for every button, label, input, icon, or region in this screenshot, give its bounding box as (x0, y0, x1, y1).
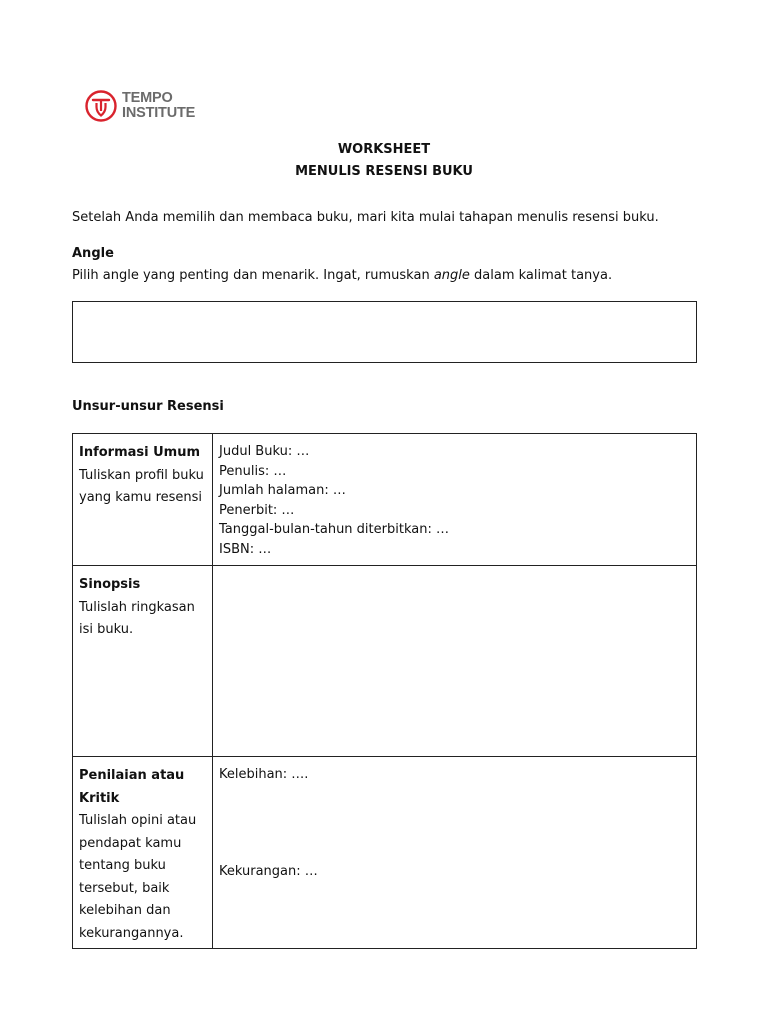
informasi-umum-description: Tuliskan profil buku yang kamu resensi (79, 467, 204, 505)
logo-line-1: TEMPO (122, 90, 173, 106)
kelebihan-space (219, 785, 690, 862)
logo-wordmark (122, 91, 195, 121)
table-row-informasi-umum (73, 434, 697, 566)
field-isbn: ISBN: … (219, 541, 272, 557)
field-penerbit: Penerbit: … (219, 502, 295, 518)
tempo-institute-logo (85, 90, 195, 122)
sinopsis-description: Tulislah ringkasan isi buku. (79, 599, 195, 637)
field-jumlah-halaman: Jumlah halaman: … (219, 483, 346, 498)
informasi-umum-title: Informasi Umum (79, 445, 201, 460)
penilaian-label-cell (73, 757, 213, 949)
sinopsis-label-cell (73, 566, 213, 757)
unsur-heading: Unsur-unsur Resensi (72, 399, 224, 414)
angle-instruction-italic: angle (433, 268, 470, 283)
intro-text: Setelah Anda memilih dan membaca buku, mari kita mulai tahapan menulis resensi buku. (72, 210, 659, 225)
worksheet-title: WORKSHEET (337, 142, 431, 157)
kelebihan-field: Kelebihan: …. (219, 767, 309, 782)
table-row-penilaian (73, 757, 697, 949)
penilaian-title: Penilaian atau Kritik (79, 768, 185, 806)
angle-instruction (72, 267, 612, 285)
unsur-table (72, 433, 697, 949)
sinopsis-answer-cell[interactable] (213, 566, 697, 757)
sinopsis-title: Sinopsis (79, 577, 141, 592)
angle-instruction-before: Pilih angle yang penting dan menarik. Ingat, rumuskan (72, 268, 434, 283)
field-penulis: Penulis: … (219, 463, 287, 479)
worksheet-subtitle: MENULIS RESENSI BUKU (295, 164, 473, 179)
angle-answer-box[interactable] (72, 301, 697, 363)
angle-heading: Angle (72, 246, 114, 261)
field-judul-buku: Judul Buku: … (219, 444, 310, 459)
logo-line-2: INSTITUTE (122, 105, 196, 121)
informasi-umum-answer-cell[interactable] (213, 434, 697, 566)
angle-instruction-after: dalam kalimat tanya. (469, 268, 613, 283)
field-tanggal-terbit: Tanggal-bulan-tahun diterbitkan: … (219, 522, 449, 537)
kekurangan-field: Kekurangan: … (219, 863, 318, 879)
penilaian-answer-cell[interactable] (213, 757, 697, 949)
penilaian-description: Tulislah opini atau pendapat kamu tentang buku tersebut, baik kelebihan dan kekurangannya. (79, 813, 197, 941)
informasi-umum-label-cell (73, 434, 213, 566)
tempo-pen-logo-icon (85, 90, 117, 122)
table-row-sinopsis (73, 566, 697, 757)
